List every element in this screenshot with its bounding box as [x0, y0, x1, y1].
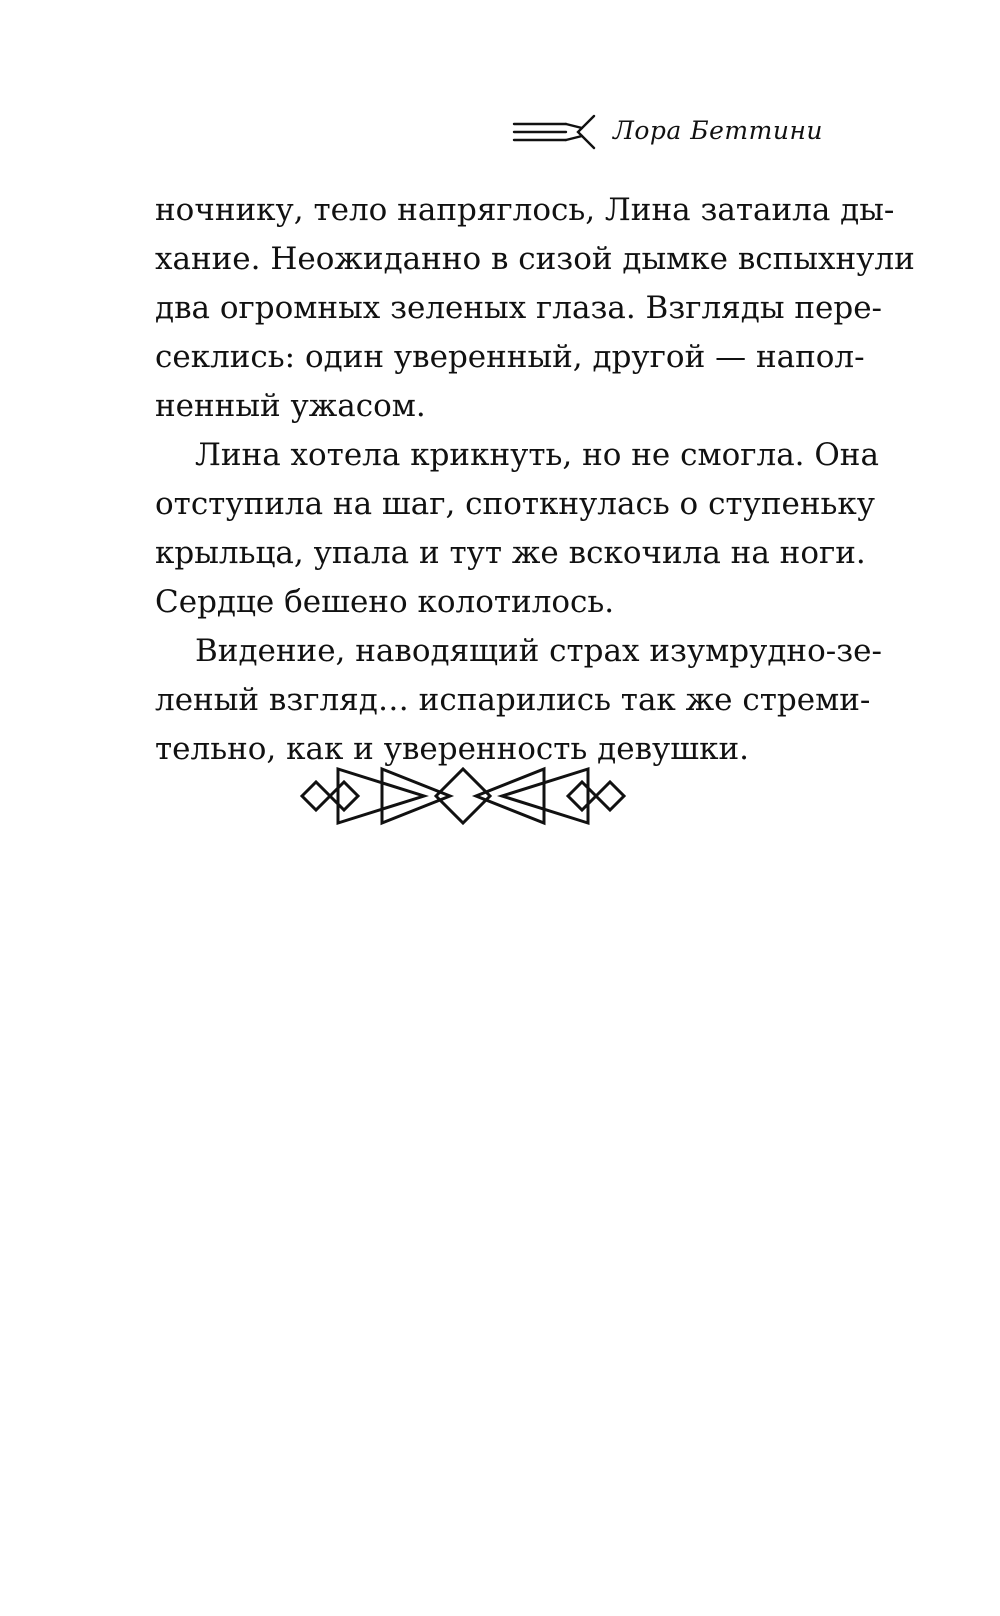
header-author: Лора Беттини: [613, 116, 824, 145]
text-line: леный взгляд… испарились так же стреми-: [155, 682, 871, 718]
text-line: отступила на шаг, споткнулась о ступеньку: [155, 486, 875, 522]
body-text: [155, 186, 915, 774]
text-line: два огромных зеленых глаза. Взгляды пере-: [155, 290, 883, 326]
text-line: тельно, как и уверенность девушки.: [155, 731, 749, 767]
diamond-triangle-ornament-icon: [298, 765, 652, 827]
text-line: хание. Неожиданно в сизой дымке вспыхнули: [155, 241, 915, 277]
text-line: Лина хотела крикнуть, но не смогла. Она: [195, 437, 879, 473]
text-line: Сердце бешено колотилось.: [155, 584, 615, 620]
running-header: [0, 108, 1000, 154]
text-line: ночнику, тело напряглось, Лина затаила ды-: [155, 192, 895, 228]
triple-line-arrow-icon: [512, 114, 596, 150]
text-line: Видение, наводящий страх изумрудно-зе-: [195, 633, 882, 669]
text-line: крыльца, упала и тут же вскочила на ноги.: [155, 535, 866, 571]
text-line: ненный ужасом.: [155, 388, 426, 424]
text-line: секлись: один уверенный, другой — напол-: [155, 339, 865, 375]
